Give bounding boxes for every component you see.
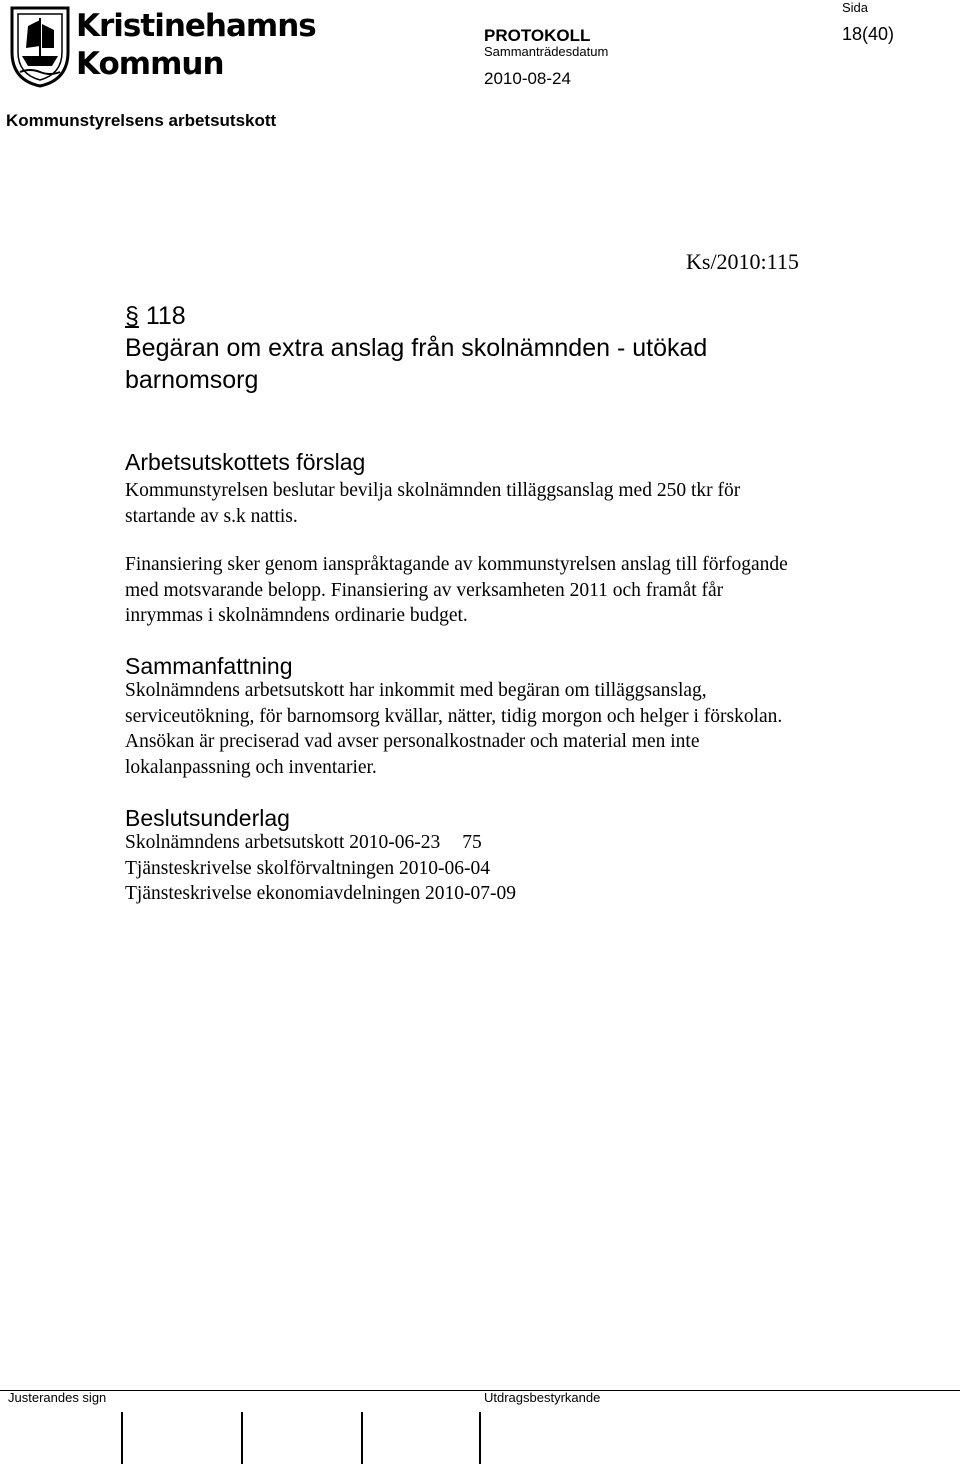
paragraph-symbol: § xyxy=(125,302,139,330)
justerandes-label: Justerandes sign xyxy=(8,1390,107,1405)
logo-text-line2: Kommun xyxy=(76,46,224,82)
heading-beslutsunderlag: Beslutsunderlag xyxy=(125,805,290,831)
forslag-paragraph-1: Kommunstyrelsen beslutar bevilja skolnämnden tilläggsanslag med 250 tkr för startande av s.k nattis. xyxy=(125,480,741,527)
forslag-paragraph-2: Finansiering sker genom ianspråktagande av kommunstyrelsen anslag till förfogande med motsvarande belopp. Finansiering av verksamheten 2011 och framåt får inrymmas i skolnämndens ordinarie budget. xyxy=(125,554,788,627)
signature-box-divider xyxy=(121,1412,123,1464)
list-item xyxy=(125,881,805,907)
meeting-date: 2010-08-24 xyxy=(484,69,571,88)
beslutsunderlag-list xyxy=(125,830,805,907)
heading-forslag: Arbetsutskottets förslag xyxy=(125,449,366,475)
page-label: Sida xyxy=(842,0,869,15)
signature-box-divider xyxy=(241,1412,243,1464)
title-line2: barnomsorg xyxy=(125,366,259,394)
signature-box-divider xyxy=(361,1412,363,1464)
signature-box-divider xyxy=(479,1412,481,1464)
list-item xyxy=(125,830,805,856)
municipality-logo xyxy=(6,4,316,88)
paragraph-number: 118 xyxy=(145,302,186,330)
case-number: Ks/2010:115 xyxy=(686,249,799,274)
sammanfattning-text: Skolnämndens arbetsutskott har inkommit med begäran om tilläggsanslag, serviceutökning, för barnomsorg kvällar, nätter, tidig morgon och helger i förskolan. Ansökan är preciserad vad avser personalkostnader och material men inte lokalanpassning och inventarier. xyxy=(125,680,783,778)
page-number: 18(40) xyxy=(842,24,895,44)
utdrag-label: Utdragsbestyrkande xyxy=(484,1390,601,1405)
footer-divider xyxy=(0,1390,960,1391)
list-item xyxy=(125,856,805,882)
list-item-number: 75 xyxy=(462,832,482,853)
organ-name: Kommunstyrelsens arbetsutskott xyxy=(6,111,277,130)
document-type: PROTOKOLL xyxy=(484,26,591,45)
list-item-text: Tjänsteskrivelse skolförvaltningen 2010-06-04 xyxy=(125,857,491,879)
logo-text-line1: Kristinehamns xyxy=(76,8,316,44)
title-line1: Begäran om extra anslag från skolnämnden - utökad xyxy=(125,334,708,362)
date-label: Sammanträdesdatum xyxy=(484,44,609,59)
paragraph-title xyxy=(125,300,825,396)
list-item-text: Tjänsteskrivelse ekonomiavdelningen 2010-07-09 xyxy=(125,883,516,905)
list-item-text: Skolnämndens arbetsutskott 2010-06-23 xyxy=(125,832,441,853)
heading-sammanfattning: Sammanfattning xyxy=(125,653,293,679)
